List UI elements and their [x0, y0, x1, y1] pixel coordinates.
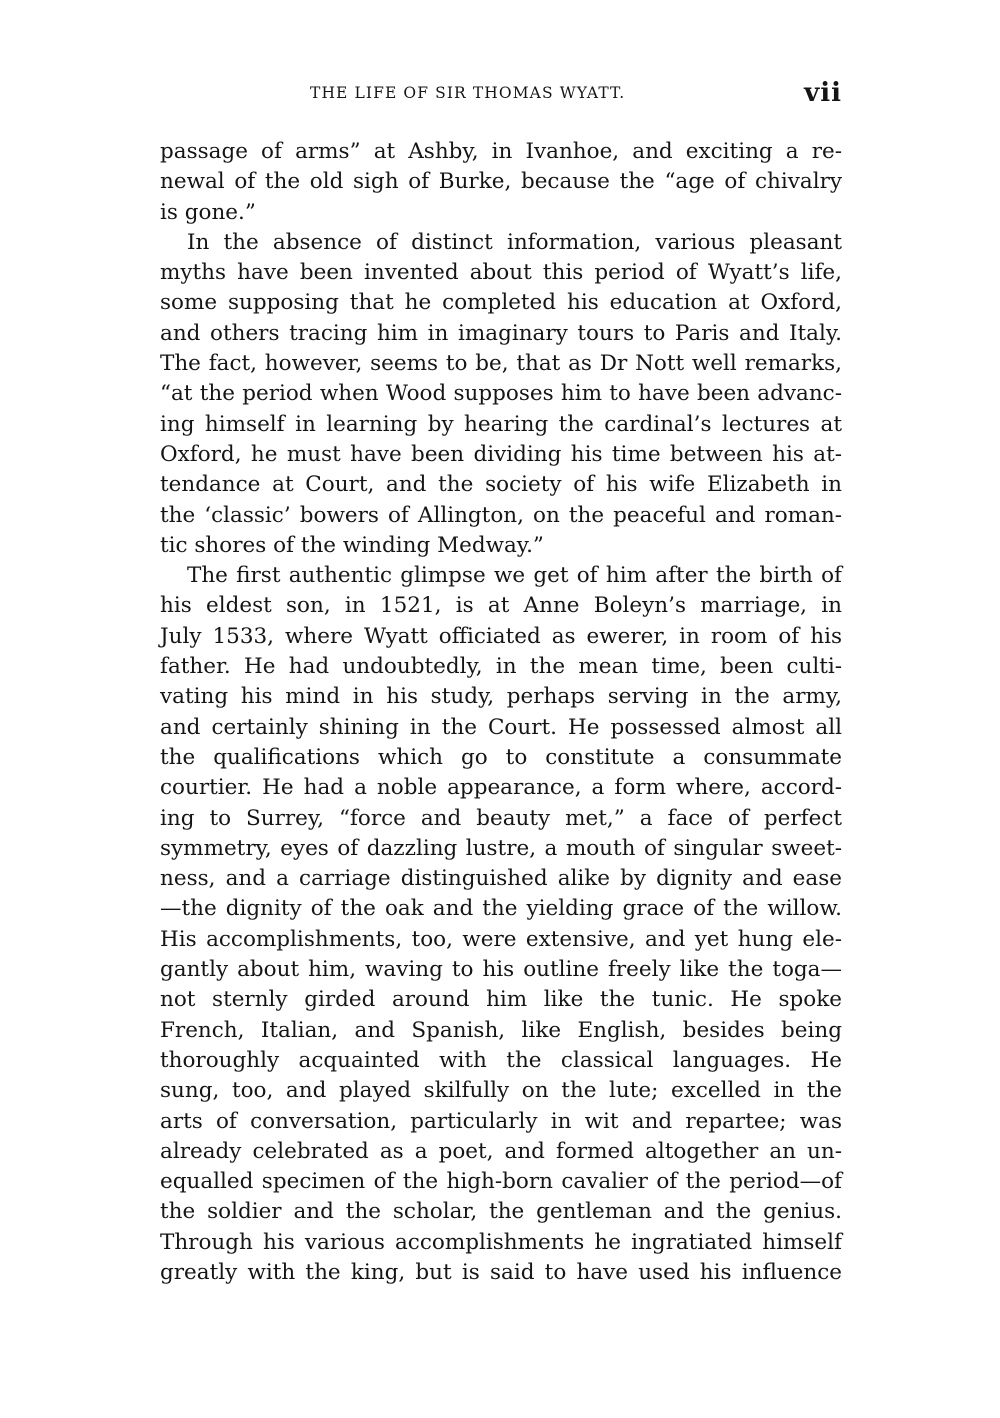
text-line: not sternly girded around him like the tunic. He spoke [160, 987, 842, 1013]
text-line: vating his mind in his study, perhaps serving in the army, [160, 684, 842, 710]
text-line: father. He had undoubtedly, in the mean time, been culti- [160, 654, 842, 680]
body-text [160, 137, 842, 1288]
text-line: —the dignity of the oak and the yielding grace of the willow. [160, 896, 842, 922]
text-line: His accomplishments, too, were extensive, and yet hung ele- [160, 926, 842, 952]
text-line: arts of conversation, particularly in wit and repartee; was [160, 1108, 842, 1134]
text-line: courtier. He had a noble appearance, a form where, accord- [160, 775, 842, 801]
text-line: Oxford, he must have been dividing his time between his at- [160, 441, 842, 467]
text-line: French, Italian, and Spanish, like English, besides being [160, 1017, 842, 1043]
text-line: gantly about him, waving to his outline freely like the toga— [160, 957, 842, 983]
text-line: Through his various accomplishments he ingratiated himself [160, 1229, 842, 1255]
paragraph [160, 228, 842, 561]
page-header [160, 78, 842, 112]
text-line: greatly with the king, but is said to have used his influence [160, 1259, 842, 1285]
text-line: ing himself in learning by hearing the cardinal’s lectures at [160, 411, 842, 437]
text-line: The first authentic glimpse we get of him after the birth of [187, 563, 842, 589]
text-line: the ‘classic’ bowers of Allington, on the peaceful and roman- [160, 502, 842, 528]
text-line: the qualifications which go to constitute a consummate [160, 744, 842, 770]
text-line: ing to Surrey, “force and beauty met,” a face of perfect [160, 805, 842, 831]
text-line: some supposing that he completed his education at Oxford, [160, 290, 842, 316]
text-line: and others tracing him in imaginary tours to Paris and Italy. [160, 320, 842, 346]
paragraph [160, 137, 842, 228]
text-line: sung, too, and played skilfully on the lute; excelled in the [160, 1078, 842, 1104]
text-line: myths have been invented about this period of Wyatt’s life, [160, 260, 842, 286]
text-line: newal of the old sigh of Burke, because the “age of chivalry [160, 169, 842, 195]
text-line: ness, and a carriage distinguished alike by dignity and ease [160, 866, 842, 892]
text-line: tendance at Court, and the society of his wife Elizabeth in [160, 472, 842, 498]
text-line: his eldest son, in 1521, is at Anne Boleyn’s marriage, in [160, 593, 842, 619]
running-title: THE LIFE OF SIR THOMAS WYATT. [310, 84, 626, 102]
text-line: tic shores of the winding Medway.” [160, 532, 544, 558]
text-line: equalled specimen of the high-born cavalier of the period—of [160, 1169, 842, 1195]
text-line: “at the period when Wood supposes him to have been advanc- [160, 381, 842, 407]
page-number: vii [804, 78, 842, 108]
text-line: symmetry, eyes of dazzling lustre, a mouth of singular sweet- [160, 835, 842, 861]
paragraph [160, 561, 842, 1288]
text-line: passage of arms” at Ashby, in Ivanhoe, and exciting a re- [160, 139, 842, 164]
text-line: already celebrated as a poet, and formed altogether an un- [160, 1138, 842, 1164]
text-line: In the absence of distinct information, various pleasant [187, 229, 842, 255]
text-line: and certainly shining in the Court. He possessed almost all [160, 714, 842, 740]
text-line: The fact, however, seems to be, that as Dr Nott well remarks, [160, 351, 842, 377]
text-line: is gone.” [160, 199, 256, 225]
text-line: the soldier and the scholar, the gentleman and the genius. [160, 1199, 842, 1225]
text-line: thoroughly acquainted with the classical languages. He [160, 1047, 842, 1073]
text-line: July 1533, where Wyatt officiated as ewerer, in room of his [160, 623, 842, 649]
